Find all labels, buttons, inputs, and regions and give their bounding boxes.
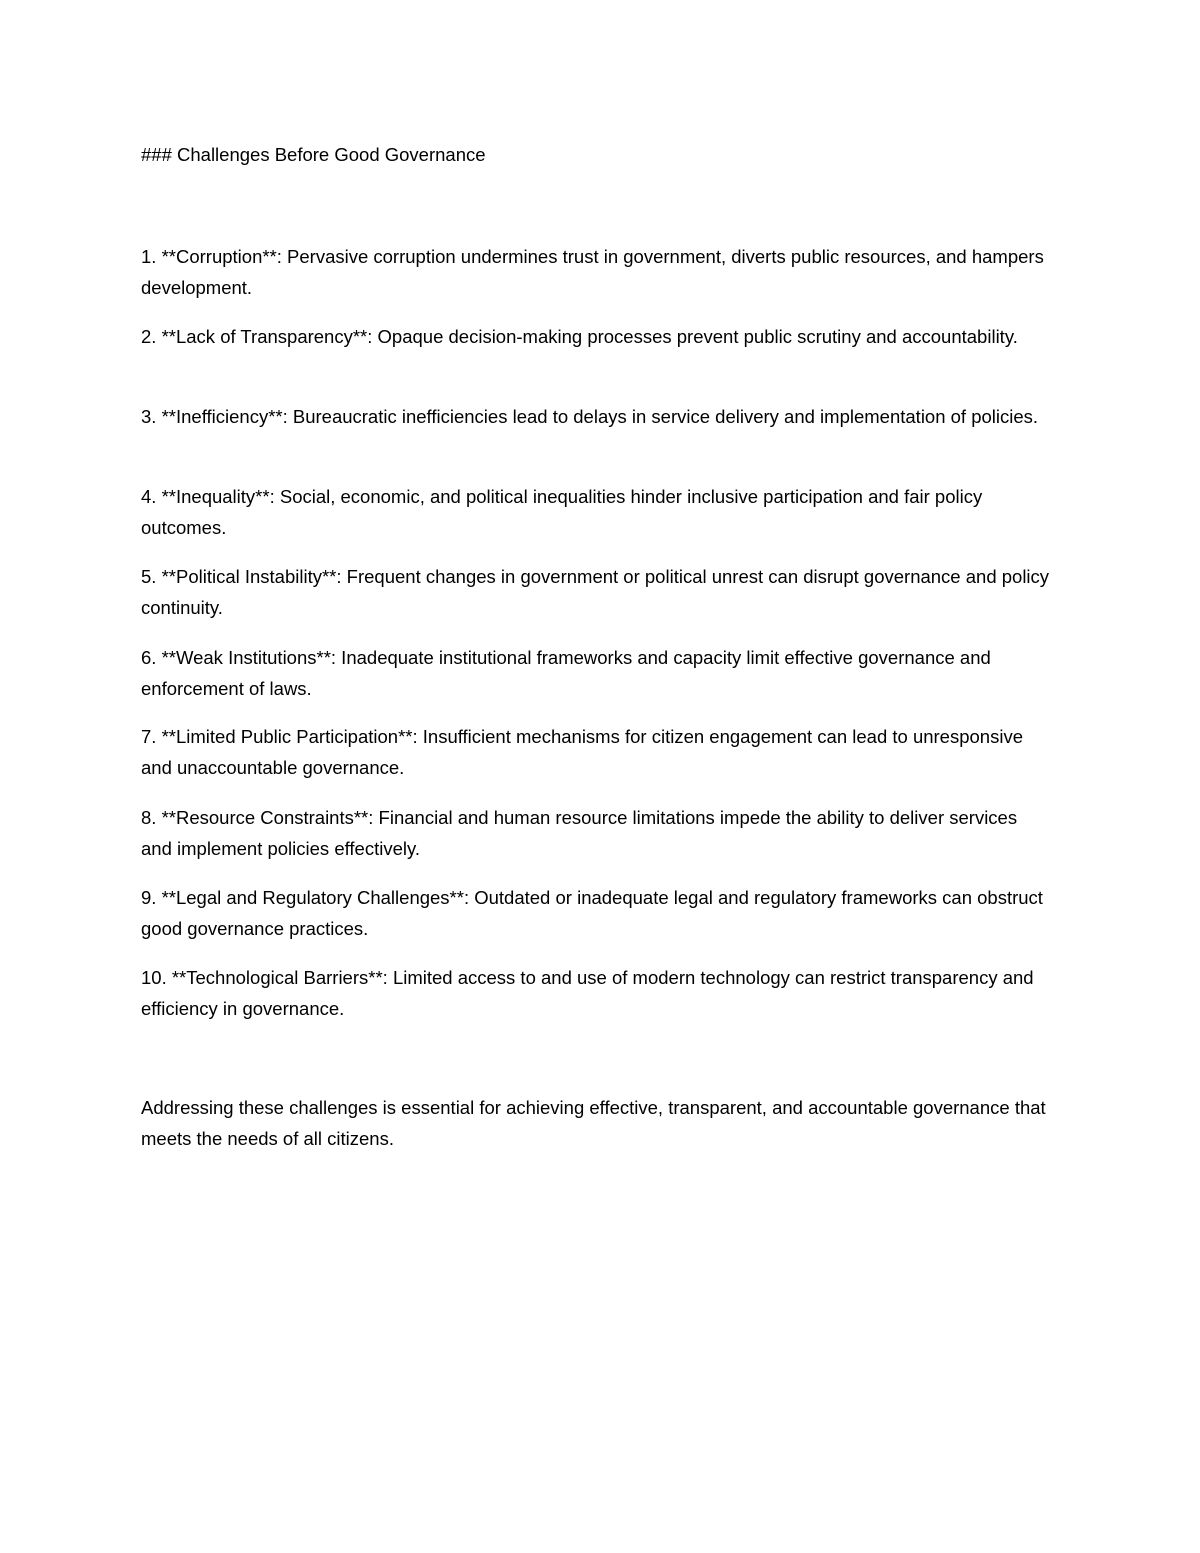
list-item-text: **Political Instability**: Frequent changes in government or political unrest can disrupt governance and policy continuity. bbox=[141, 566, 1050, 618]
list-item-number: 3. bbox=[141, 406, 162, 427]
list-item bbox=[141, 882, 1051, 944]
document-heading: ### Challenges Before Good Governance bbox=[141, 144, 486, 165]
list-item bbox=[141, 481, 1051, 543]
list-item-text: **Lack of Transparency**: Opaque decision-making processes prevent public scrutiny and accountability. bbox=[161, 326, 1018, 347]
list-item-number: 7. bbox=[141, 726, 162, 747]
list-item bbox=[141, 802, 1051, 864]
list-item bbox=[141, 241, 1051, 303]
list-item-number: 4. bbox=[141, 486, 162, 507]
list-item-text: **Inequality**: Social, economic, and political inequalities hinder inclusive participation and fair policy outcomes. bbox=[141, 486, 983, 538]
list-item-number: 1. bbox=[141, 246, 162, 267]
closing-paragraph: Addressing these challenges is essential for achieving effective, transparent, and accountable governance that meets the needs of all citizens. bbox=[141, 1097, 1046, 1149]
list-item-number: 6. bbox=[141, 647, 162, 668]
list-item bbox=[141, 401, 1051, 432]
list-item-text: **Weak Institutions**: Inadequate institutional frameworks and capacity limit effective governance and enforcement of laws. bbox=[141, 647, 991, 699]
list-item bbox=[141, 962, 1051, 1024]
list-item-text: **Legal and Regulatory Challenges**: Outdated or inadequate legal and regulatory frameworks can obstruct good governance practices. bbox=[141, 887, 1043, 939]
list-item bbox=[141, 721, 1051, 783]
list-item-text: **Resource Constraints**: Financial and human resource limitations impede the ability to deliver services and implement policies effectively. bbox=[141, 807, 1018, 859]
list-item-text: **Technological Barriers**: Limited access to and use of modern technology can restrict transparency and efficiency in governance. bbox=[141, 967, 1034, 1019]
list-item bbox=[141, 321, 1051, 352]
list-item-text: **Corruption**: Pervasive corruption undermines trust in government, diverts public resources, and hampers development. bbox=[141, 246, 1044, 298]
list-item-number: 8. bbox=[141, 807, 162, 828]
list-item-number: 2. bbox=[141, 326, 162, 347]
list-item-number: 9. bbox=[141, 887, 162, 908]
list-item bbox=[141, 561, 1051, 623]
list-item-number: 10. bbox=[141, 967, 172, 988]
list-item-text: **Limited Public Participation**: Insufficient mechanisms for citizen engagement can lead to unresponsive and unaccountable governance. bbox=[141, 726, 1023, 778]
list-item bbox=[141, 642, 1051, 704]
list-item-number: 5. bbox=[141, 566, 162, 587]
list-item-text: **Inefficiency**: Bureaucratic inefficiencies lead to delays in service delivery and implementation of policies. bbox=[161, 406, 1039, 427]
